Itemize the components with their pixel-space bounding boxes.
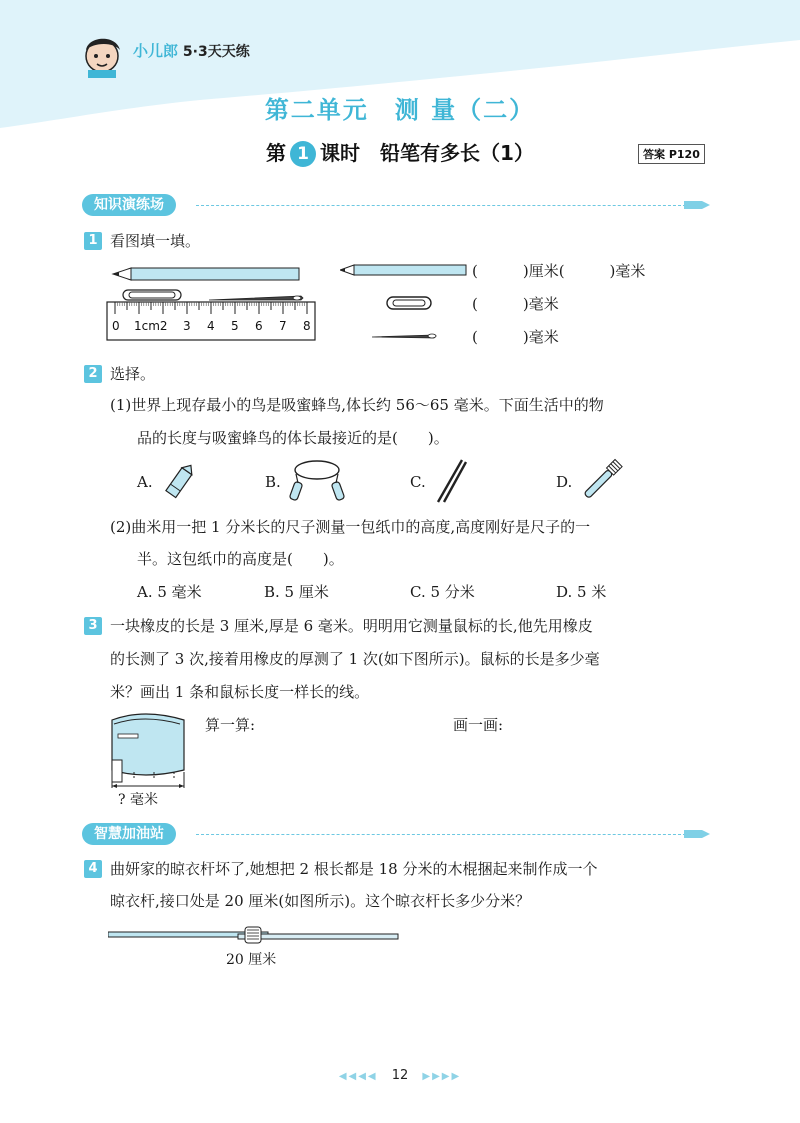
q1-blank-needle[interactable]: ( )毫米 <box>472 328 559 346</box>
section-divider <box>196 834 686 835</box>
answer-page: P120 <box>668 148 700 161</box>
chopsticks-icon <box>432 458 472 504</box>
q2-part2-option-a[interactable]: A. 5 毫米 <box>137 583 202 601</box>
paper-clip-icon <box>385 295 435 311</box>
ruler-label-3: 3 <box>183 319 191 333</box>
q3-line1: 一块橡皮的长是 3 厘米,厚是 6 毫米。明明用它测量鼠标的长,他先用橡皮 <box>110 617 593 635</box>
question-number-1: 1 <box>84 232 102 250</box>
q4-line2: 晾衣杆,接口处是 20 厘米(如图所示)。这个晾衣杆长多少分米？ <box>110 892 531 910</box>
q2-option-a-label[interactable]: A. <box>137 473 153 491</box>
ruler-label-1: 1cm2 <box>134 319 168 333</box>
q2-part2-option-c[interactable]: C. 5 分米 <box>410 583 475 601</box>
q2-option-d-label[interactable]: D. <box>556 473 573 491</box>
joint-length-label: 20 厘米 <box>226 952 277 968</box>
q2-part2-option-d[interactable]: D. 5 米 <box>556 583 607 601</box>
q2-part1-line2: 品的长度与吸蜜蜂鸟的体长最接近的是( )。 <box>137 429 449 447</box>
q3-line2: 的长测了 3 次,接着用橡皮的厚测了 1 次(如下图所示)。鼠标的长是多少毫 <box>110 650 600 668</box>
mouse-length-label: ? 毫米 <box>118 792 158 808</box>
q1-blank-clip[interactable]: ( )毫米 <box>472 295 559 313</box>
q2-part2-option-b[interactable]: B. 5 厘米 <box>264 583 329 601</box>
q4-line1: 曲妍家的晾衣杆坏了,她想把 2 根长都是 18 分米的木棍捆起来制作成一个 <box>110 860 598 878</box>
mascot-logo-icon <box>78 30 128 78</box>
footer-left-arrows: ◀◀◀◀ <box>338 1071 378 1082</box>
pencil-tip-icon <box>684 828 710 840</box>
draw-label: 画一画: <box>453 716 504 734</box>
question-number-3: 3 <box>84 617 102 635</box>
footer-right-arrows: ▶▶▶▶ <box>422 1071 462 1082</box>
pencil-tip-icon <box>684 199 710 211</box>
q2-part2-line2: 半。这包纸巾的高度是( )。 <box>137 550 344 568</box>
pencil-icon <box>340 262 470 278</box>
answer-label: 答案 <box>643 148 665 161</box>
q1-prompt: 看图填一填。 <box>110 232 201 250</box>
q2-part1-line1: (1)世界上现存最小的鸟是吸蜜蜂鸟,体长约 56～65 毫米。下面生活中的物 <box>110 396 604 414</box>
q2-option-c-label[interactable]: C. <box>410 473 426 491</box>
lesson-suffix: 课时 铅笔有多长（1） <box>320 141 534 165</box>
toothbrush-icon <box>578 456 628 504</box>
q2-option-b-label[interactable]: B. <box>265 473 281 491</box>
lesson-prefix: 第 <box>266 141 287 165</box>
brand-series: 5·3天天练 <box>182 44 250 60</box>
question-number-4: 4 <box>84 860 102 878</box>
q3-line3: 米？画出 1 条和鼠标长度一样长的线。 <box>110 683 370 701</box>
q2-part2-line1: (2)曲米用一把 1 分米长的尺子测量一包纸巾的高度,高度刚好是尺子的一 <box>110 518 591 536</box>
jump-rope-icon <box>288 456 346 504</box>
ruler-label-0: 0 <box>112 319 120 333</box>
q1-blank-pencil[interactable]: ( )厘米( )毫米 <box>472 262 646 280</box>
ruler-label-5: 5 <box>231 319 239 333</box>
clothes-pole-figure <box>108 925 403 945</box>
answer-reference <box>638 144 705 164</box>
brand-label <box>133 40 250 61</box>
ruler-figure <box>105 262 320 344</box>
crayon-icon <box>160 460 200 502</box>
ruler-label-4: 4 <box>207 319 215 333</box>
lesson-number-badge: 1 <box>290 141 316 167</box>
unit-title: 第二单元 测 量（二） <box>264 96 536 124</box>
page-footer <box>0 1068 800 1083</box>
calc-label: 算一算: <box>205 716 256 734</box>
ruler-label-6: 6 <box>255 319 263 333</box>
page-number: 12 <box>391 1068 409 1083</box>
needle-icon <box>372 330 442 342</box>
ruler-label-7: 7 <box>279 319 287 333</box>
brand-name: 小儿郎 <box>133 42 179 60</box>
question-number-2: 2 <box>84 365 102 383</box>
ruler-label-8: 8 <box>303 319 311 333</box>
section-tag-practice: 知识演练场 <box>82 194 176 216</box>
section-divider <box>196 205 686 206</box>
q2-prompt: 选择。 <box>110 365 156 383</box>
section-tag-bonus: 智慧加油站 <box>82 823 176 845</box>
